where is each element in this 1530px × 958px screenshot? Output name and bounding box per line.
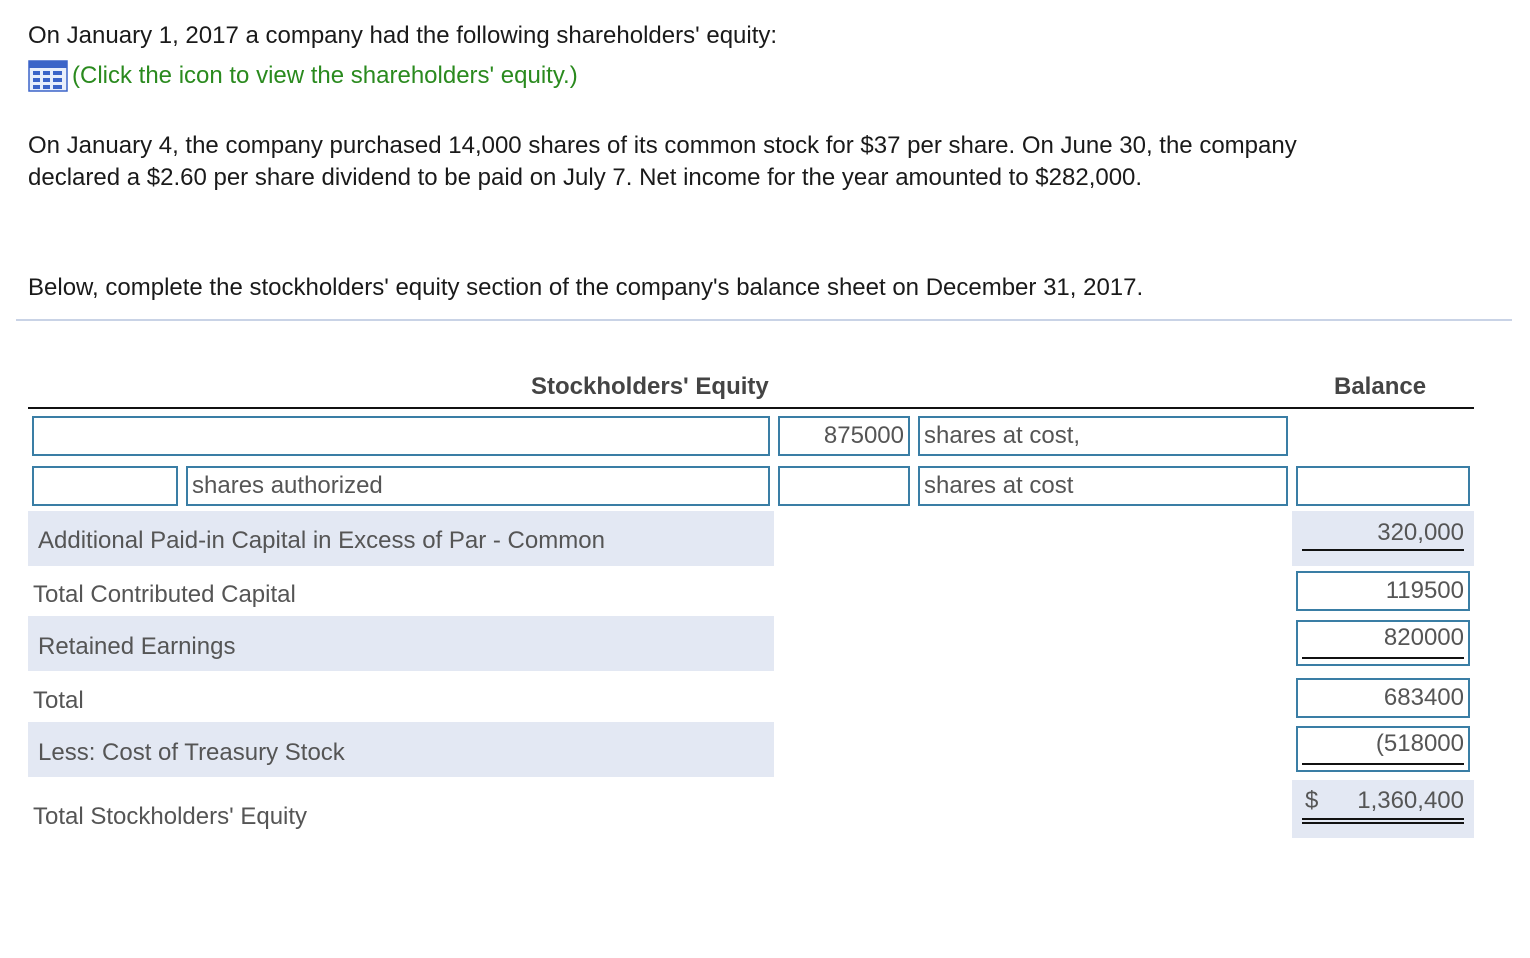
balance-column-header: Balance [1334, 373, 1427, 400]
total-contributed-input[interactable] [1296, 571, 1470, 611]
apic-label: Additional Paid-in Capital in Excess of Par - Common [38, 527, 605, 554]
section-divider [16, 319, 1512, 321]
row1-shares-input[interactable] [778, 416, 910, 456]
apic-underline [1302, 549, 1464, 551]
treasury-input[interactable] [1296, 726, 1470, 772]
row1-label-input[interactable] [32, 416, 770, 456]
problem-paragraph-line2: declared a $2.60 per share dividend to be paid on July 7. Net income for the year amounted to $282,000. [28, 164, 1143, 191]
total-equity-balance: 1,360,400 [1357, 787, 1464, 814]
retained-earnings-input[interactable] [1296, 620, 1470, 666]
row1-description-input[interactable] [918, 416, 1288, 456]
treasury-label: Less: Cost of Treasury Stock [38, 739, 345, 766]
row2-description-input[interactable] [918, 466, 1288, 506]
retained-underline [1302, 657, 1464, 659]
table-grid-icon[interactable] [28, 60, 68, 92]
row2-shares-input[interactable] [778, 466, 910, 506]
apic-balance: 320,000 [1377, 519, 1464, 546]
total-equity-double-underline [1302, 818, 1464, 824]
equity-column-header: Stockholders' Equity [531, 373, 769, 400]
view-equity-link[interactable] [28, 60, 578, 92]
header-rule [28, 407, 1474, 409]
row2-authorized-count-input[interactable] [32, 466, 178, 506]
row2-authorized-description-input[interactable] [186, 466, 770, 506]
treasury-underline [1302, 763, 1464, 765]
problem-paragraph-line1: On January 4, the company purchased 14,000 shares of its common stock for $37 per share. On June 30, the company [28, 132, 1297, 159]
view-equity-link-text[interactable]: (Click the icon to view the shareholders' equity.) [72, 62, 578, 89]
total-equity-currency: $ [1305, 787, 1319, 814]
total-equity-label: Total Stockholders' Equity [33, 803, 308, 830]
total-label: Total [33, 687, 84, 714]
intro-line: On January 1, 2017 a company had the following shareholders' equity: [28, 22, 778, 49]
total-contributed-label: Total Contributed Capital [33, 581, 296, 608]
total-input[interactable] [1296, 678, 1470, 718]
retained-earnings-label: Retained Earnings [38, 633, 236, 660]
row2-balance-input[interactable] [1296, 466, 1470, 506]
instruction-text: Below, complete the stockholders' equity section of the company's balance sheet on December 31, 2017. [28, 274, 1144, 301]
